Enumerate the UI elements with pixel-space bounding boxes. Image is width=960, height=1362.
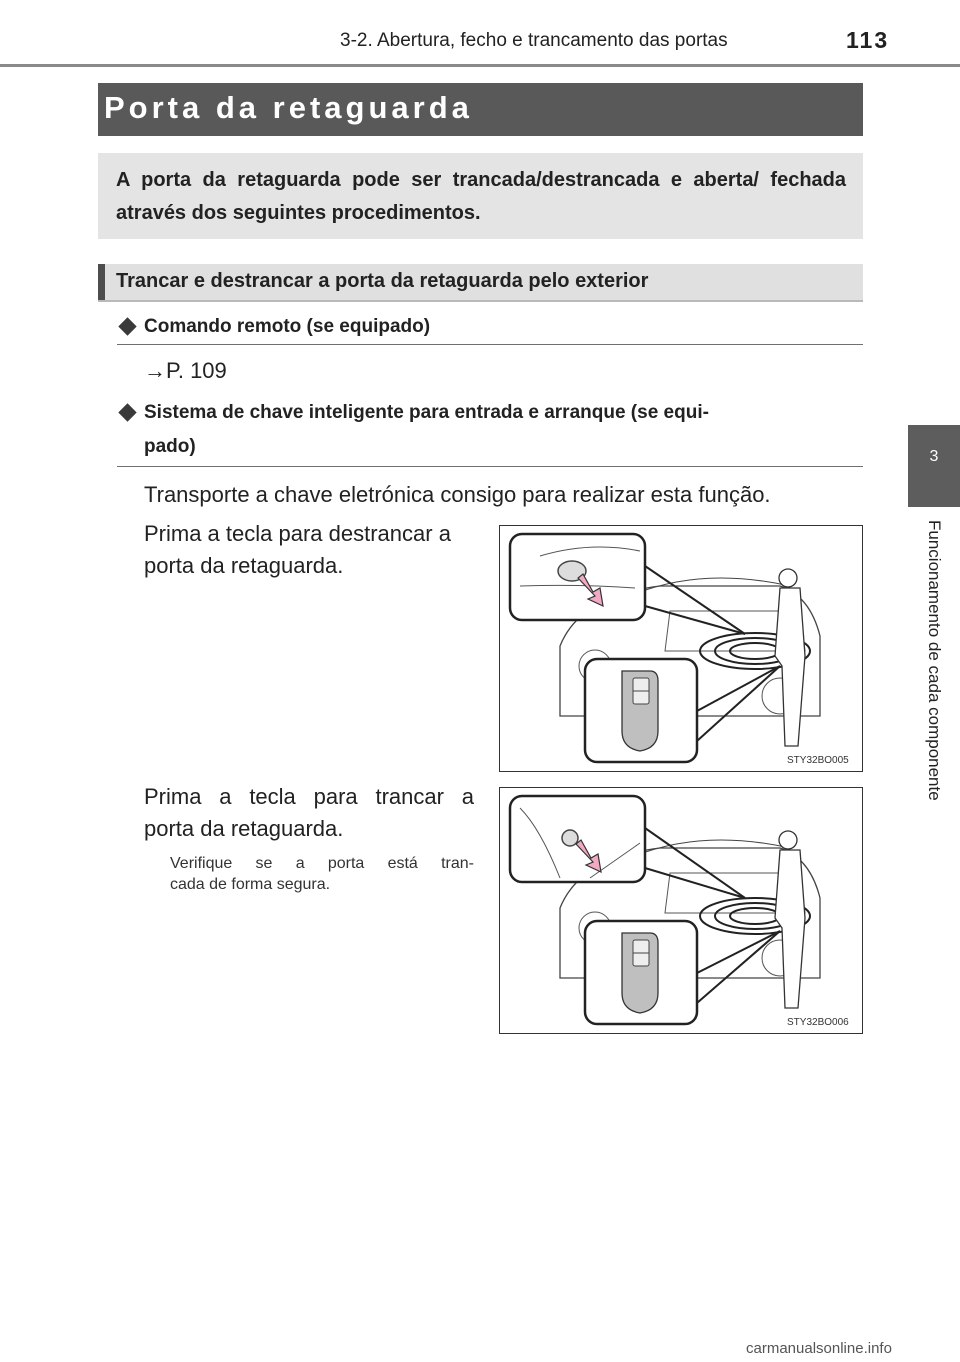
item1-page-reference[interactable]: →P. 109: [144, 358, 227, 383]
watermark: carmanualsonline.info: [746, 1340, 892, 1357]
item2-heading-line2: pado): [144, 436, 196, 457]
subheading: Trancar e destrancar a porta da retaguarda pelo exterior: [116, 270, 649, 292]
chapter-tab: [908, 425, 960, 507]
step2-text-line1: Prima a tecla para trancar a: [144, 784, 474, 809]
figure1-code: STY32BO005: [787, 755, 849, 766]
running-header-section: 3-2. Abertura, fecho e trancamento das portas: [340, 30, 728, 51]
step1-text-line1: Prima a tecla para destrancar a: [144, 521, 451, 546]
header-rule: [0, 64, 960, 67]
car-rear-unlock-drawing: [500, 526, 862, 771]
chapter-tab-label: Funcionamento de cada componente: [925, 520, 944, 801]
figure-unlock-illustration: [499, 525, 863, 772]
item2-rule: [117, 466, 863, 467]
item1-rule: [117, 344, 863, 345]
page-number: 113: [846, 27, 890, 53]
subheading-rule: [98, 300, 863, 302]
subheading-accent: [98, 264, 105, 300]
step2-text-line2: porta da retaguarda.: [144, 816, 344, 841]
item1-heading: Comando remoto (se equipado): [144, 316, 431, 337]
chapter-tab-number: 3: [929, 448, 939, 465]
item2-heading-line1: Sistema de chave inteligente para entrada e arranque (se equi-: [144, 402, 709, 423]
figure2-code: STY32BO006: [787, 1017, 849, 1028]
page-title: Porta da retaguarda: [104, 90, 473, 125]
diamond-bullet-icon: [118, 403, 136, 421]
step2-note-line1: Verifique se a porta está tran-: [170, 855, 474, 872]
figure-lock-illustration: [499, 787, 863, 1034]
step2-note-line2: cada de forma segura.: [170, 876, 331, 893]
intro-text: A porta da retaguarda pode ser trancada/destrancada e aberta/ fechada através dos seguintes procedimentos.: [116, 169, 846, 224]
step1-text-line2: porta da retaguarda.: [144, 553, 344, 578]
item2-intro: Transporte a chave eletrónica consigo para realizar esta função.: [144, 482, 771, 507]
car-rear-lock-drawing: [500, 788, 862, 1033]
diamond-bullet-icon: [118, 317, 136, 335]
